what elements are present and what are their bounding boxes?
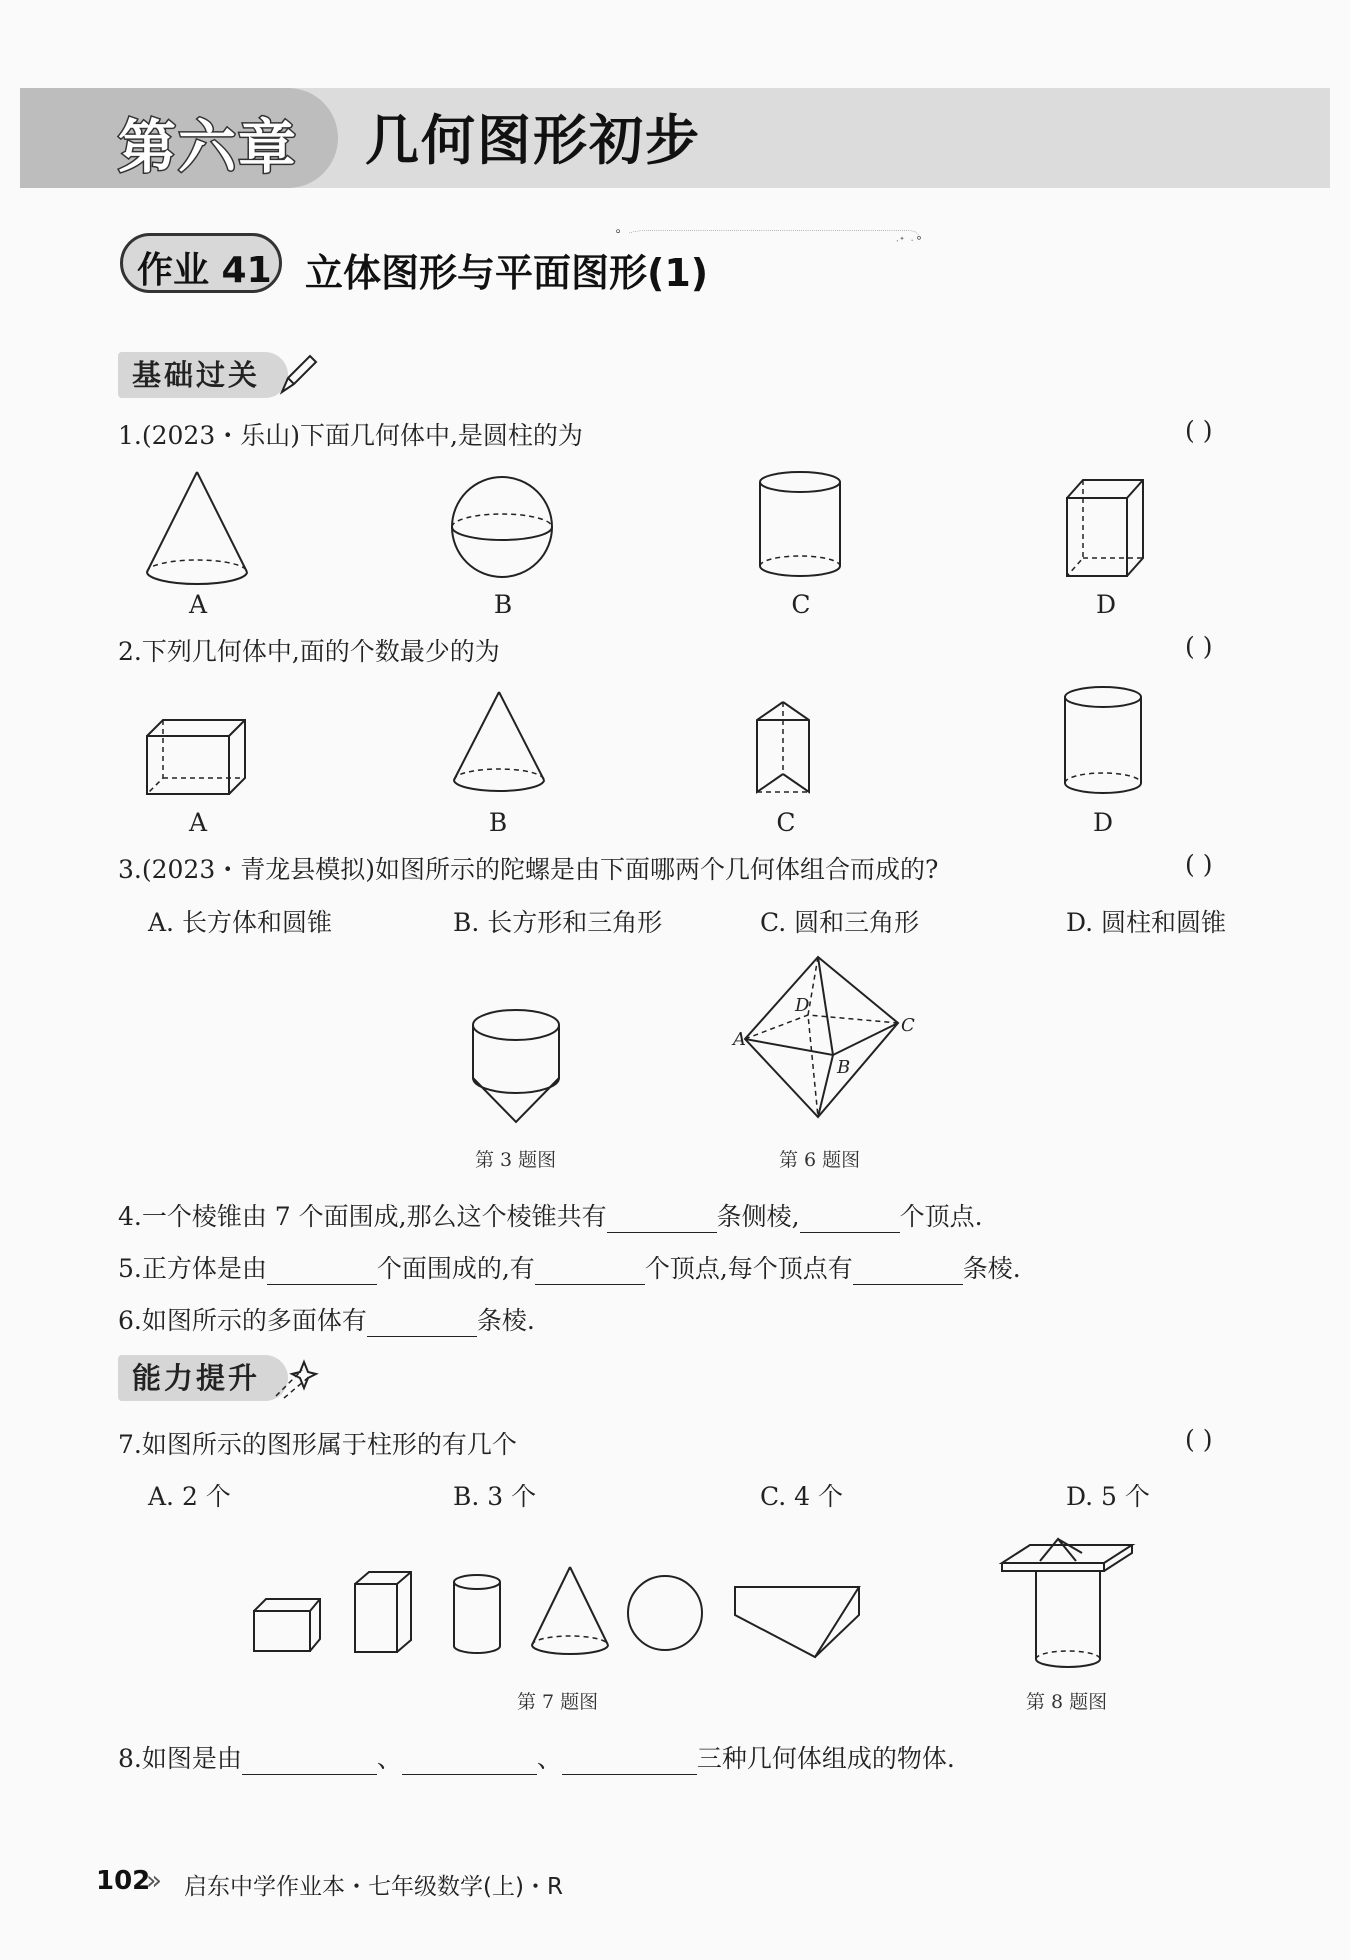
figure-7-caption: 第 7 题图 <box>517 1691 599 1713</box>
q3-option-d[interactable]: D. 圆柱和圆锥 <box>1066 908 1227 937</box>
circle-shape <box>626 1574 704 1652</box>
q1-label-d: D <box>1095 590 1117 619</box>
chapter-tag: 第六章 <box>20 88 338 188</box>
answer-bracket-q1[interactable]: ( ) <box>1185 416 1213 445</box>
cone-shape <box>145 470 255 580</box>
q2-label-d: D <box>1092 808 1114 837</box>
answer-blank-q8-2[interactable] <box>402 1748 537 1775</box>
composite-object-figure <box>1000 1535 1134 1667</box>
answer-blank-q8-1[interactable] <box>242 1748 377 1775</box>
answer-bracket-q3[interactable]: ( ) <box>1185 850 1213 879</box>
q2-label-c: C <box>776 808 796 837</box>
q3-option-c[interactable]: C. 圆和三角形 <box>760 908 920 937</box>
section-basic: 基础过关 <box>118 352 288 398</box>
q7-option-b[interactable]: B. 3 个 <box>453 1482 537 1511</box>
question-8: 8.如图是由 、 、 三种几何体组成的物体. <box>118 1744 955 1773</box>
q3-option-b[interactable]: B. 长方形和三角形 <box>453 908 663 937</box>
cube-shape <box>1065 478 1145 578</box>
pencil-icon <box>278 352 318 396</box>
question-3: 3.(2023・青龙县模拟)如图所示的陀螺是由下面哪两个几何体组合而成的? <box>118 855 939 884</box>
cylinder-shape <box>758 470 842 580</box>
question-4: 4.一个棱锥由 7 个面围成,那么这个棱锥共有 条侧棱, 个顶点. <box>118 1202 983 1231</box>
q3-option-a[interactable]: A. 长方体和圆锥 <box>148 908 332 937</box>
answer-blank-q5-2[interactable] <box>535 1258 645 1285</box>
section-advanced: 能力提升 <box>118 1355 288 1401</box>
double-arrow-icon: » <box>146 1866 162 1896</box>
q2-label-a: A <box>188 808 208 837</box>
q1-label-b: B <box>493 590 513 619</box>
answer-bracket-q2[interactable]: ( ) <box>1185 632 1213 661</box>
cylinder-shape <box>452 1573 502 1655</box>
q7-option-c[interactable]: C. 4 个 <box>760 1482 843 1511</box>
triangular-prism-shape <box>733 1585 861 1661</box>
tall-cuboid-shape <box>353 1570 413 1654</box>
book-title: 启东中学作业本・七年级数学(上)・R <box>184 1874 563 1900</box>
cuboid-shape <box>145 718 249 796</box>
vertex-label-a: A <box>733 1029 746 1050</box>
q2-label-b: B <box>488 808 508 837</box>
sphere-shape <box>450 475 554 579</box>
octahedron-figure <box>725 955 925 1123</box>
sparkle-icon <box>274 1358 318 1400</box>
svg-text:✦: ✦ <box>899 235 905 243</box>
decorative-dotted-line <box>290 230 1260 242</box>
answer-blank-q8-3[interactable] <box>562 1748 697 1775</box>
answer-bracket-q7[interactable]: ( ) <box>1185 1425 1213 1454</box>
question-5: 5.正方体是由 个面围成的,有 个顶点,每个顶点有 条棱. <box>118 1254 1021 1283</box>
answer-blank-q5-1[interactable] <box>267 1258 377 1285</box>
vertex-label-c: C <box>901 1015 915 1036</box>
q1-label-a: A <box>188 590 208 619</box>
figure-8-caption: 第 8 题图 <box>1026 1691 1108 1713</box>
question-2: 2.下列几何体中,面的个数最少的为 <box>118 637 500 666</box>
q1-label-c: C <box>791 590 811 619</box>
question-6: 6.如图所示的多面体有 条棱. <box>118 1306 535 1335</box>
homework-title: 立体图形与平面图形(1) <box>305 251 709 295</box>
question-7: 7.如图所示的图形属于柱形的有几个 <box>118 1430 517 1459</box>
chapter-title: 几何图形初步 <box>365 109 701 172</box>
answer-blank-q5-3[interactable] <box>853 1258 963 1285</box>
vertex-label-d: D <box>795 995 810 1016</box>
triangular-prism-shape <box>755 700 811 796</box>
q7-option-a[interactable]: A. 2 个 <box>148 1482 231 1511</box>
q7-option-d[interactable]: D. 5 个 <box>1066 1482 1150 1511</box>
small-cuboid-shape <box>252 1597 322 1653</box>
cone-shape <box>530 1565 610 1657</box>
answer-blank-q4-2[interactable] <box>800 1206 900 1233</box>
answer-blank-q6[interactable] <box>367 1310 477 1337</box>
homework-tag: 作业 41 <box>120 233 282 293</box>
figure-6-caption: 第 6 题图 <box>779 1149 861 1171</box>
answer-blank-q4-1[interactable] <box>607 1206 717 1233</box>
figure-3-caption: 第 3 题图 <box>475 1149 557 1171</box>
cone-shape <box>452 690 546 796</box>
vertex-label-b: B <box>837 1057 851 1078</box>
cylinder-shape <box>1063 685 1143 797</box>
question-1: 1.(2023・乐山)下面几何体中,是圆柱的为 <box>118 421 583 450</box>
spinning-top-figure <box>470 1008 562 1126</box>
page-number: 102 <box>96 1866 151 1896</box>
